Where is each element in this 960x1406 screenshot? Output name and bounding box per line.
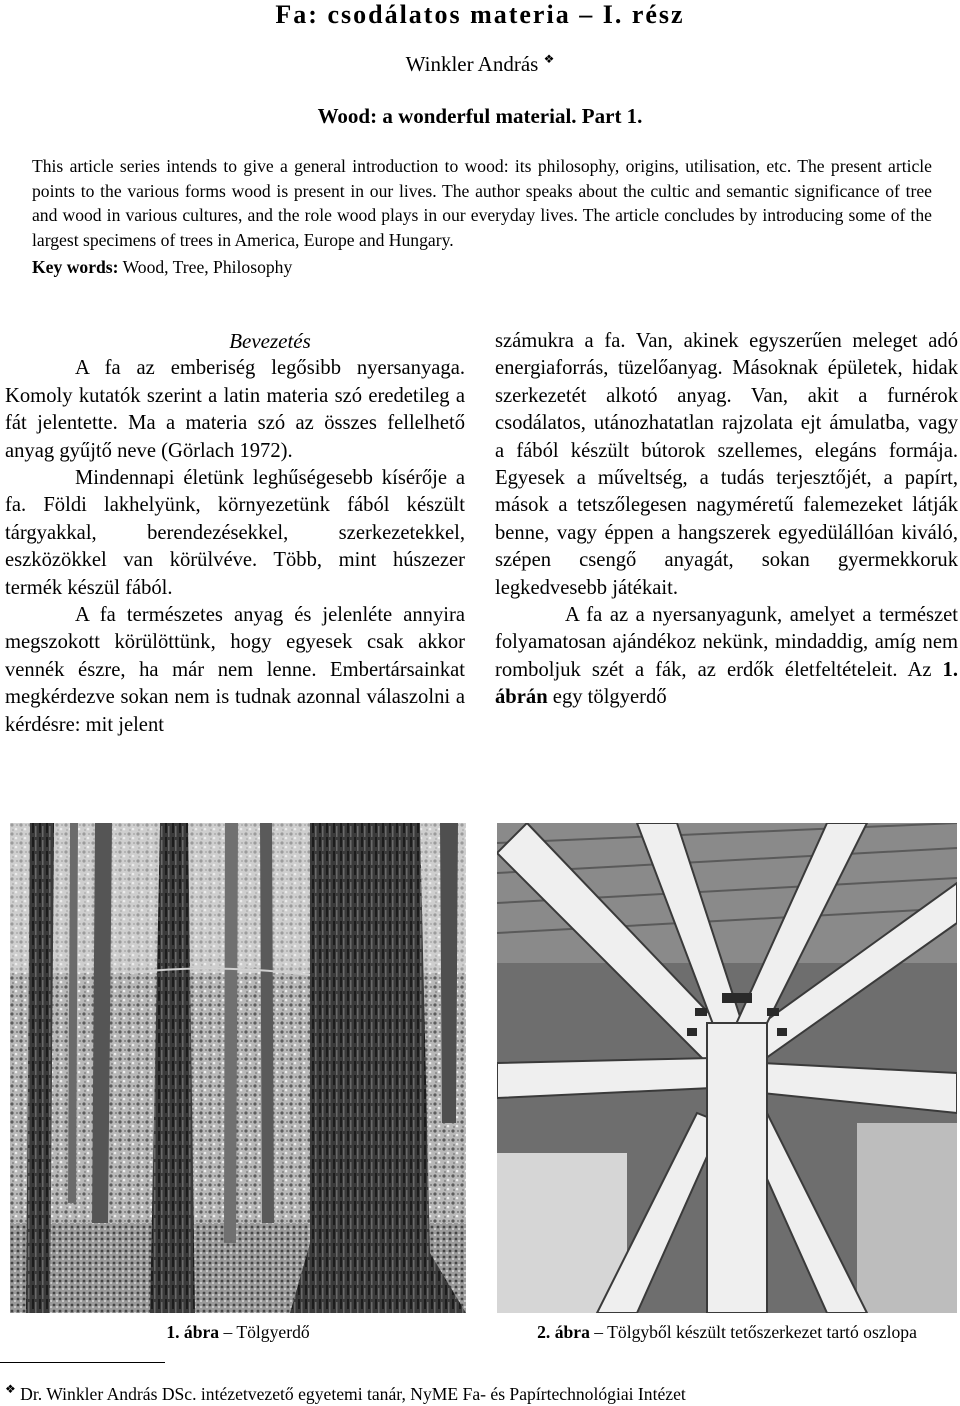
section-heading: Bevezetés: [229, 329, 311, 353]
english-title: Wood: a wonderful material. Part 1.: [317, 104, 643, 128]
left-paragraph-2: Mindennapi életünk leghűségesebb kísérője a fa. Földi lakhelyünk, környezetünk fából készült tárgyakkal, berendezésekkel, szerkezetekkel, eszközökkel van körülvéve. Több, mint húszezer termék készül fából.: [5, 467, 465, 599]
footnote-divider: [0, 1362, 165, 1363]
figure-reference: 1. ábrán: [495, 658, 958, 709]
figure-2-label: 2. ábra: [537, 1322, 590, 1342]
right-paragraph-2: [495, 602, 958, 712]
left-paragraph-1: A fa az emberiség legősibb nyersanyaga. Komoly kutatók szerint a latin materia szó eredetileg a fát jelentette. Ma a materia szó az összes fellelhető anyag gyűjtő neve (Görlach 1972).: [5, 357, 465, 462]
figure-1-caption: [10, 1322, 466, 1343]
keywords-text: Wood, Tree, Philosophy: [122, 257, 293, 277]
timber-roof-image: [497, 823, 957, 1313]
author-name: Winkler András: [405, 52, 539, 76]
oak-forest-image: [10, 823, 466, 1313]
figure-1-oak-forest-photo: [10, 823, 466, 1313]
right-column: [495, 328, 958, 712]
keywords-label: Key words:: [32, 257, 119, 277]
left-paragraph-3: A fa természetes anyag és jelenléte annyira megszokott körülöttünk, hogy egyesek csak akkor vennék észre, ha már nem lenne. Embertársainkat megkérdezve sokan nem is tudnak azonnal válaszolni a kérdésre: mit jelent: [5, 604, 465, 736]
article-title: Fa: csodálatos materia – I. rész: [275, 0, 685, 29]
author-line: [0, 52, 960, 77]
left-column: [5, 328, 465, 739]
figure-1-caption-text: – Tölgyerdő: [219, 1322, 310, 1342]
abstract: This article series intends to give a general introduction to wood: its philosophy, origins, utilisation, etc. The present article points to the various forms wood is present in our lives. The author speaks about the cultic and semantic significance of tree and wood in various cultures, and the role wood plays in our everyday lives. The article concludes by introducing some of the largest specimens of trees in America, Europe and Hungary.: [32, 156, 932, 250]
right-paragraph-1: számukra a fa. Van, akinek egyszerűen meleget adó energiaforrás, tüzelőanyag. Másoknak épületek, hidak szerkezetét alkotó anyag. Van, akit a furnérok csodálatos, utánozhatatlan rajzolata ejt ámulatba, vagy a fából készült bútorok szellemes, elegáns formája. Egyesek a műveltség, a tudás terjesztőjét, a papírt, mások a tetszőlegesen nagyméretű falemezeket látják benne, vagy éppen a hangszerek egyedülállóan kiváló, szépen csengő anyagát, sokan gyermekkoruk legkedvesebb játékait.: [495, 330, 958, 599]
footnote-mark-icon: ❖: [5, 1382, 16, 1396]
figure-2-caption-text: – Tölgyből készült tetőszerkezet tartó oszlopa: [589, 1322, 917, 1342]
right-paragraph-2-text-a: A fa az a nyersanyagunk, amelyet a természet folyamatosan ajándékoz nekünk, mindaddig, amíg nem romboljuk szét a fák, az erdők életfeltételeit. Az: [495, 604, 958, 681]
figure-2-roof-structure-photo: [497, 823, 957, 1313]
footnote-text: Dr. Winkler András DSc. intézetvezető egyetemi tanár, NyME Fa- és Papírtechnológiai Intézet: [15, 1383, 686, 1404]
figure-2-caption: [497, 1322, 957, 1343]
footnote: [5, 1382, 686, 1405]
footnote-marker-icon: ❖: [543, 52, 555, 66]
keywords-line: [32, 257, 292, 278]
right-paragraph-2-text-b: egy tölgyerdő: [547, 686, 667, 709]
figure-1-label: 1. ábra: [166, 1322, 220, 1342]
